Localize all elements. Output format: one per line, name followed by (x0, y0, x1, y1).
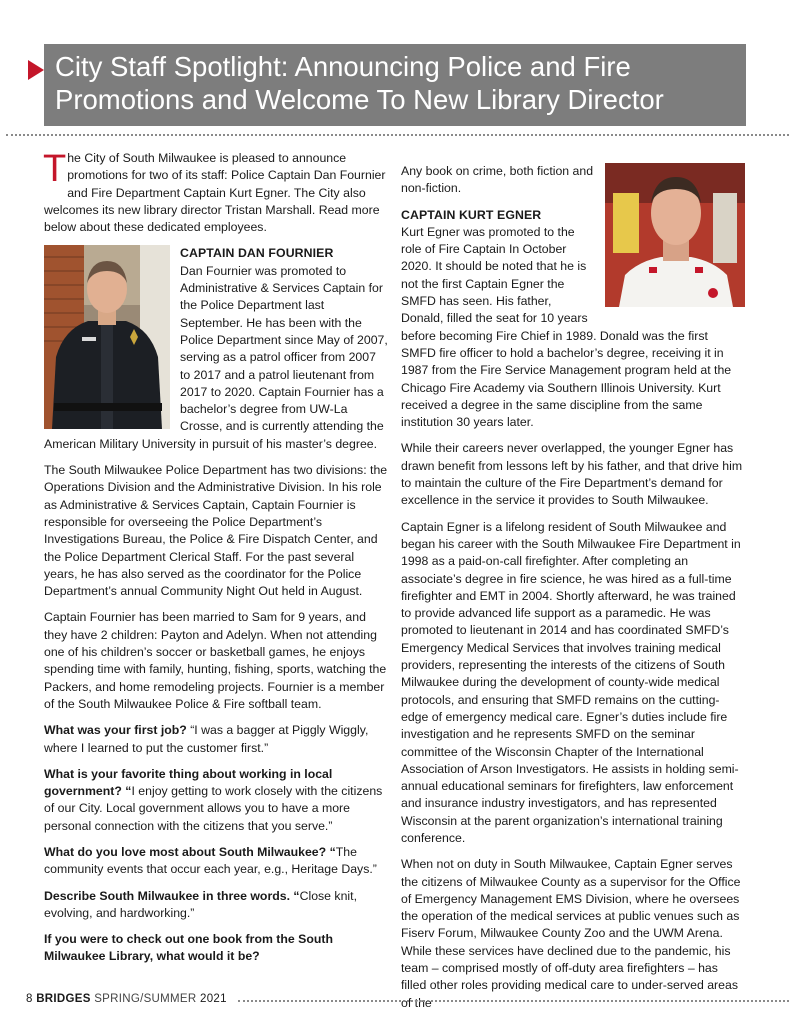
question: Describe South Milwaukee in three words. “ (44, 888, 300, 903)
drop-cap: T (43, 148, 67, 190)
book-answer: Any book on crime, both fiction and non-fiction. (401, 164, 594, 196)
egner-paragraph-3: Captain Egner is a lifelong resident of South Milwaukee and began his career with the South Milwaukee Fire Department in 1998 as a paid-on-call firefighter. After completing an associate’s degree in fire science, he was hired as a full-time firefighter and EMT in 2004. Shortly afterward, he was trained to provide advanced life support as a paramedic. He was promoted to lieutenant in 2014 and has coordinated SMFD’s Emergency Medical Services that involves training medical providers, representing the interests of the citizens of South Milwaukee during the development of county-wide medical protocols, and ensuring that SMFD remains on the cutting-edge of emergency medical care. Egner’s duties include fire investigation and he represents SMFD on the seminar committee of the Wisconsin Chapter of the International Association of Arson Investigators. He assists in holding semi-annual educational seminars for firefighters, law enforcement and insurance industry investigators, and has represented Wisconsin at the parent organization’s international training conference. (401, 519, 741, 845)
article-title (55, 50, 745, 116)
left-column (44, 150, 388, 975)
qa-first-job (44, 722, 388, 757)
qa-love-most (44, 844, 388, 879)
page-footer (26, 993, 227, 1005)
qa-three-words (44, 888, 388, 923)
egner-paragraph-2: While their careers never overlapped, the younger Egner has drawn benefit from lessons left by his father, and that drive him to maintain the culture of the Fire Department’s demand for excellence in the service it provides to South Milwaukee. (401, 441, 743, 508)
police-officer-portrait-image (44, 245, 170, 429)
answer: Close knit, evolving, and hardworking.” (44, 888, 357, 920)
bottom-dotted-divider (238, 1000, 789, 1002)
page-number: 8 (26, 993, 33, 1005)
answer: I enjoy getting to work closely with the citizens of our City. Local government allows you to have a more personal connection with the citizens that you serve.” (44, 784, 383, 833)
title-line-1: City Staff Spotlight: Announcing Police and Fire (55, 51, 631, 82)
issue-year: 2021 (200, 993, 227, 1005)
egner-photo (605, 163, 745, 307)
question: What is your favorite thing about working in local government? “ (44, 766, 333, 799)
qa-library-book (44, 931, 388, 966)
intro-paragraph (44, 150, 388, 236)
question: What do you love most about South Milwaukee? “ (44, 844, 336, 859)
egner-heading-text: CAPTAIN KURT EGNER (401, 207, 542, 222)
question: If you were to check out one book from the South Milwaukee Library, what would it be? (44, 932, 333, 964)
fournier-paragraph-3: Captain Fournier has been married to Sam for 9 years, and they have 2 children: Payton and Adelyn. When not attending one of his children’s soccer or basketball games, he enjoys spending time with family, hunting, fishing, sports, watching the Packers, and home remodeling projects. Fournier is a member of the South Milwaukee Police & Fire softball team. (44, 610, 387, 711)
fournier-bio: Dan Fournier was promoted to Administrative & Services Captain for the Police Department last September. He has been with the Police Department since May of 2007, serving as a patrol officer from 2007 to 2017 and a patrol lieutenant from 2017 to 2020. Captain Fournier has a bachelor’s degree from UW-La Crosse, and is currently attending the American Military University in pursuit of his master’s degree. (44, 263, 388, 451)
magazine-name: BRIDGES (36, 993, 91, 1005)
fournier-heading-text: CAPTAIN DAN FOURNIER (180, 246, 334, 261)
qa-local-government (44, 766, 388, 835)
question: What was your first job? (44, 723, 187, 738)
intro-text: he City of South Milwaukee is pleased to announce promotions for two of its staff: Police Captain Dan Fournier and Fire Department Captain Kurt Egner. The City also welcomes its new library director Tristan Marshall. Read more below about these dedicated employees. (44, 151, 386, 235)
title-line-2: Promotions and Welcome To New Library Director (55, 84, 664, 115)
answer: “I was a bagger at Piggly Wiggly, where I learned to put the customer first.” (44, 723, 369, 755)
top-dotted-divider (6, 134, 789, 136)
firefighter-portrait-image (605, 163, 745, 307)
egner-paragraph-4: When not on duty in South Milwaukee, Captain Egner serves the citizens of Milwaukee County as a supervisor for the Office of Emergency Management EMS Division, where he oversees the operation of the medical services at public venues such as Fiserv Forum, Milwaukee County Zoo and the UWM Arena. While these services have declined due to the pandemic, his team – comprised mostly of off-duty area firefighters – has filled other roles providing medical care to under-served areas of the (401, 857, 741, 1010)
answer: The community events that occur each year, e.g., Heritage Days.” (44, 844, 377, 877)
issue-season: SPRING/SUMMER (94, 993, 197, 1005)
fournier-paragraph-2: The South Milwaukee Police Department has two divisions: the Operations Division and the Administrative Division. In his role as Administrative & Services Captain, Captain Fournier is responsible for overseeing the Police Department’s Investigations Bureau, the Police & Fire Dispatch Center, and the Police Department Clerical Staff. For the past several years, he has also served as the coordinator for the Police Department’s annual Community Night Out held in August. (44, 463, 388, 599)
right-column (401, 163, 745, 1012)
title-arrow-icon (28, 60, 44, 80)
fournier-photo (44, 245, 170, 429)
egner-bio: Kurt Egner was promoted to the role of Fire Captain In October 2020. It should be noted that he is not the first Captain Egner the SMFD has seen. His father, Donald, filled the seat for 10 years before becoming Fire Chief in 1989. Donald was the first SMFD fire officer to hold a bachelor’s degree, receiving it in 1987 from the Fire Service Management program held at the Chicago Fire Academy via Southern Illinois University. Kurt received a degree in the same discipline from the same institution 30 years later. (401, 224, 732, 430)
